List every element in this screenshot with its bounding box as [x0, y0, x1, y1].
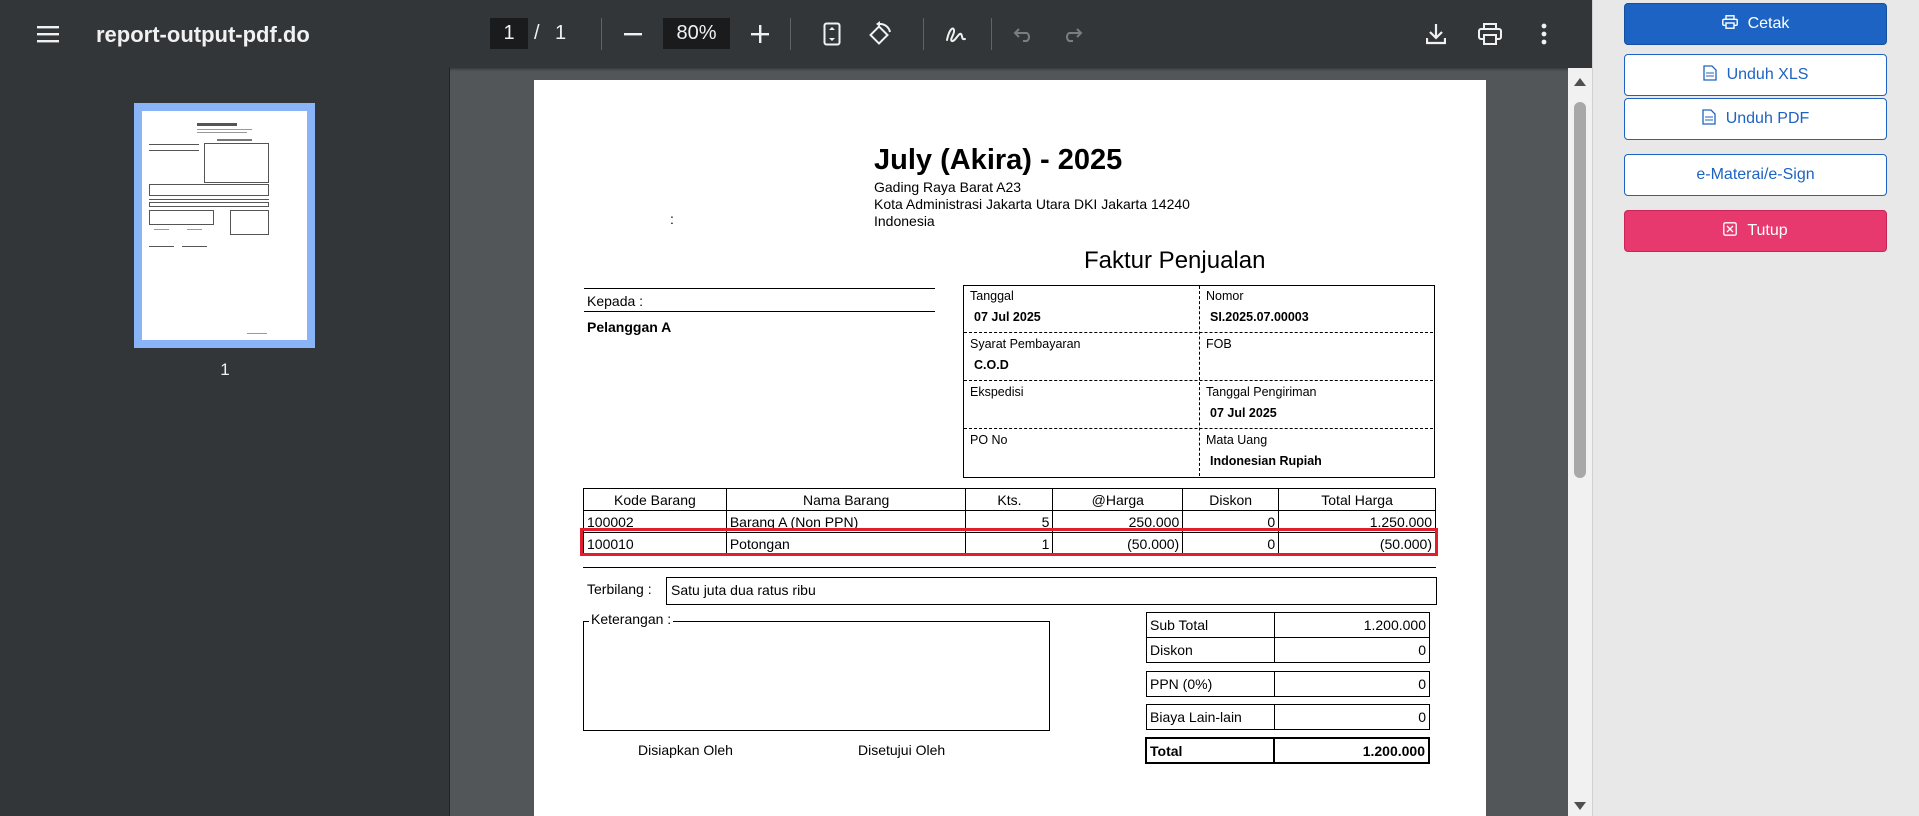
menu-icon[interactable] [28, 14, 68, 54]
total-table [1145, 737, 1430, 764]
table-header-row [584, 489, 1436, 511]
syarat-field [964, 334, 1080, 372]
vertical-scrollbar[interactable] [1568, 68, 1592, 816]
toolbar-divider [601, 18, 602, 50]
customer-name: Pelanggan A [587, 319, 672, 335]
nomor-field [1200, 286, 1309, 324]
subtotal-table [1146, 612, 1430, 663]
scrollbar-thumb[interactable] [1574, 102, 1586, 478]
biaya-label: Biaya Lain-lain [1147, 705, 1275, 730]
invoice-info-grid [963, 285, 1435, 478]
company-name: July (Akira) - 2025 [874, 144, 1123, 176]
column-header: Kode Barang [584, 489, 727, 511]
table-cell: 0 [1183, 533, 1279, 555]
fob-label: FOB [1206, 337, 1232, 351]
pdf-toolbar [0, 0, 1592, 68]
table-cell: 0 [1183, 511, 1279, 533]
action-panel [1592, 0, 1919, 816]
table-cell: 250.000 [1053, 511, 1183, 533]
divider [964, 428, 1433, 429]
ekspedisi-field [964, 382, 1024, 399]
row-highlight-box [580, 528, 1438, 556]
terbilang-value: Satu juta dua ratus ribu [666, 577, 1437, 605]
ppn-label: PPN (0%) [1147, 672, 1275, 697]
company-address-line: Kota Administrasi Jakarta Utara DKI Jakarta 14240 [874, 196, 1190, 212]
table-cell: 1 [966, 533, 1053, 555]
biaya-table [1146, 704, 1430, 730]
tutup-button[interactable] [1624, 210, 1887, 252]
table-cell: 5 [966, 511, 1053, 533]
table-cell: (50.000) [1279, 533, 1436, 555]
zoom-in-icon[interactable] [740, 14, 780, 54]
zoom-out-icon[interactable] [613, 14, 653, 54]
pdf-page [534, 80, 1486, 816]
prepared-by-label: Disiapkan Oleh [638, 742, 733, 758]
ekspedisi-label: Ekspedisi [970, 385, 1024, 399]
fit-to-page-icon[interactable] [812, 14, 852, 54]
table-cell: 100010 [584, 533, 727, 555]
tanggal-pengiriman-field [1200, 382, 1317, 420]
file-xls-icon [1703, 65, 1717, 85]
table-cell: (50.000) [1053, 533, 1183, 555]
divider [964, 332, 1433, 333]
table-cell: 1.250.000 [1279, 511, 1436, 533]
file-pdf-icon [1702, 109, 1716, 129]
tanggal-pengiriman-value: 07 Jul 2025 [1210, 406, 1277, 420]
zoom-input[interactable]: 80% [663, 18, 730, 49]
tanggal-value: 07 Jul 2025 [974, 310, 1041, 324]
column-header: Nama Barang [726, 489, 966, 511]
total-label: Total [1146, 738, 1274, 763]
kepada-label: Kepada : [587, 293, 644, 309]
mata-uang-label: Mata Uang [1206, 433, 1268, 447]
emeterai-esign-label: e-Materai/e-Sign [1696, 166, 1815, 183]
thumbnail-sidebar [0, 68, 450, 816]
biaya-value: 0 [1275, 705, 1430, 730]
tutup-label: Tutup [1747, 222, 1788, 239]
page-number-input[interactable]: 1 [490, 18, 528, 49]
page-total: 1 [555, 22, 567, 44]
unduh-xls-button[interactable] [1624, 54, 1887, 96]
divider [584, 288, 935, 289]
table-cell: 100002 [584, 511, 727, 533]
undo-icon[interactable] [1004, 14, 1044, 54]
total-value: 1.200.000 [1274, 738, 1429, 763]
nomor-value: SI.2025.07.00003 [1210, 310, 1309, 324]
totals-row [1147, 672, 1430, 697]
tanggal-label: Tanggal [970, 289, 1014, 303]
fob-field [1200, 334, 1232, 351]
toolbar-divider [790, 18, 791, 50]
column-header: @Harga [1053, 489, 1183, 511]
diskon-value: 0 [1275, 638, 1430, 663]
column-header: Diskon [1183, 489, 1279, 511]
tanggal-pengiriman-label: Tanggal Pengiriman [1206, 385, 1317, 399]
print-icon [1722, 15, 1738, 33]
totals-row [1147, 705, 1430, 730]
diskon-label: Diskon [1147, 638, 1275, 663]
scroll-up-icon[interactable] [1574, 78, 1586, 86]
mata-uang-field [1200, 430, 1322, 468]
syarat-value: C.O.D [974, 358, 1009, 372]
column-header: Kts. [966, 489, 1053, 511]
thumbnail-page-preview [142, 111, 307, 340]
mata-uang-value: Indonesian Rupiah [1210, 454, 1322, 468]
unduh-pdf-label: Unduh PDF [1725, 110, 1810, 127]
totals-row [1147, 613, 1430, 638]
cetak-label: Cetak [1747, 15, 1790, 32]
divider [583, 567, 1436, 568]
print-icon[interactable] [1470, 14, 1510, 54]
unduh-xls-label: Unduh XLS [1726, 66, 1809, 83]
table-cell: Barang A (Non PPN) [726, 511, 966, 533]
document-title: report-output-pdf.do [96, 22, 310, 47]
sub-total-label: Sub Total [1147, 613, 1275, 638]
nomor-label: Nomor [1206, 289, 1244, 303]
keterangan-box [583, 621, 1050, 731]
redo-icon[interactable] [1052, 14, 1092, 54]
ppn-table [1146, 671, 1430, 697]
more-options-icon[interactable] [1524, 14, 1564, 54]
po-label: PO No [970, 433, 1008, 447]
page-separator: / [534, 22, 540, 44]
totals-row [1146, 738, 1429, 763]
rotate-icon[interactable] [860, 14, 900, 54]
invoice-title: Faktur Penjualan [1084, 247, 1266, 274]
annotate-icon[interactable] [937, 14, 977, 54]
divider [964, 380, 1433, 381]
company-address-line: Gading Raya Barat A23 [874, 179, 1022, 195]
page-thumbnail[interactable] [134, 103, 315, 348]
totals-row [1147, 638, 1430, 663]
divider [584, 311, 935, 312]
table-cell: Potongan [726, 533, 966, 555]
unduh-pdf-button[interactable] [1624, 98, 1887, 140]
scroll-down-icon[interactable] [1574, 802, 1586, 810]
company-colon: : [670, 211, 674, 227]
ppn-value: 0 [1275, 672, 1430, 697]
syarat-label: Syarat Pembayaran [970, 337, 1081, 351]
close-icon [1723, 222, 1737, 240]
toolbar-divider [991, 18, 992, 50]
cetak-button[interactable] [1624, 3, 1887, 45]
keterangan-label: Keterangan : [591, 611, 672, 627]
emeterai-esign-button[interactable] [1624, 154, 1887, 196]
po-field [964, 430, 1008, 447]
download-icon[interactable] [1416, 14, 1456, 54]
toolbar-divider [923, 18, 924, 50]
sub-total-value: 1.200.000 [1275, 613, 1430, 638]
terbilang-label: Terbilang : [587, 581, 652, 597]
thumbnail-page-number: 1 [220, 360, 230, 379]
column-header: Total Harga [1279, 489, 1436, 511]
tanggal-field [964, 286, 1041, 324]
company-address-line: Indonesia [874, 213, 935, 229]
approved-by-label: Disetujui Oleh [858, 742, 946, 758]
